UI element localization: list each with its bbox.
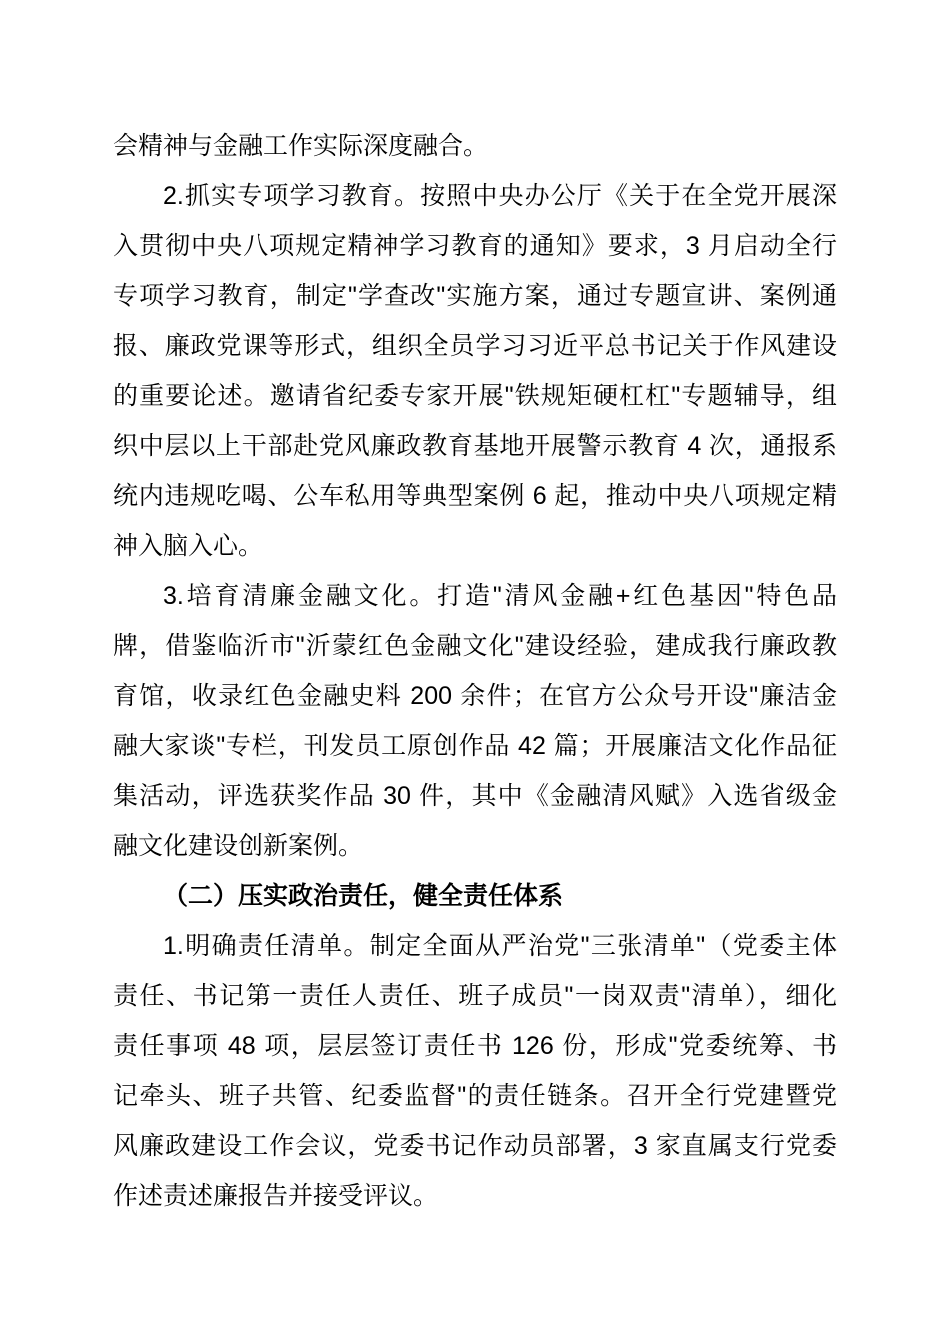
text-line: 集活动，评选获奖作品 30 件，其中《金融清风赋》入选省级金 [113,782,837,810]
text-line: 作述责述廉报告并接受评议。 [113,1182,439,1210]
text-line: 的重要论述。邀请省纪委专家开展"铁规矩硬杠杠"专题辅导，组 [113,382,837,410]
text-line: 融大家谈"专栏，刊发员工原创作品 42 篇；开展廉洁文化作品征 [113,732,837,760]
text-line: 2.抓实专项学习教育。按照中央办公厅《关于在全党开展深 [163,182,837,210]
text-line: 责任、书记第一责任人责任、班子成员"一岗双责"清单），细化 [113,982,837,1010]
text-line: 织中层以上干部赴党风廉政教育基地开展警示教育 4 次，通报系 [113,432,837,460]
text-line: 融文化建设创新案例。 [113,832,364,860]
text-line: 3.培育清廉金融文化。打造"清风金融+红色基因"特色品 [163,582,837,610]
text-line: 会精神与金融工作实际深度融合。 [113,132,489,160]
text-line: 专项学习教育，制定"学查改"实施方案，通过专题宣讲、案例通 [113,282,837,310]
text-body [113,121,837,1221]
text-line: 育馆，收录红色金融史料 200 余件；在官方公众号开设"廉洁金 [113,682,837,710]
text-line: 风廉政建设工作会议，党委书记作动员部署，3 家直属支行党委 [113,1132,837,1160]
text-line: 统内违规吃喝、公车私用等典型案例 6 起，推动中央八项规定精 [113,482,837,510]
text-line: 1.明确责任清单。制定全面从严治党"三张清单"（党委主体 [163,932,837,960]
text-line: 记牵头、班子共管、纪委监督"的责任链条。召开全行党建暨党 [113,1082,837,1110]
section-heading: （二）压实政治责任，健全责任体系 [163,882,564,910]
text-line: 牌，借鉴临沂市"沂蒙红色金融文化"建设经验，建成我行廉政教 [113,632,837,660]
text-line: 入贯彻中央八项规定精神学习教育的通知》要求，3 月启动全行 [113,232,837,260]
text-line: 神入脑入心。 [113,532,264,560]
text-line: 报、廉政党课等形式，组织全员学习习近平总书记关于作风建设 [113,332,837,360]
text-line: 责任事项 48 项，层层签订责任书 126 份，形成"党委统筹、书 [113,1032,837,1060]
